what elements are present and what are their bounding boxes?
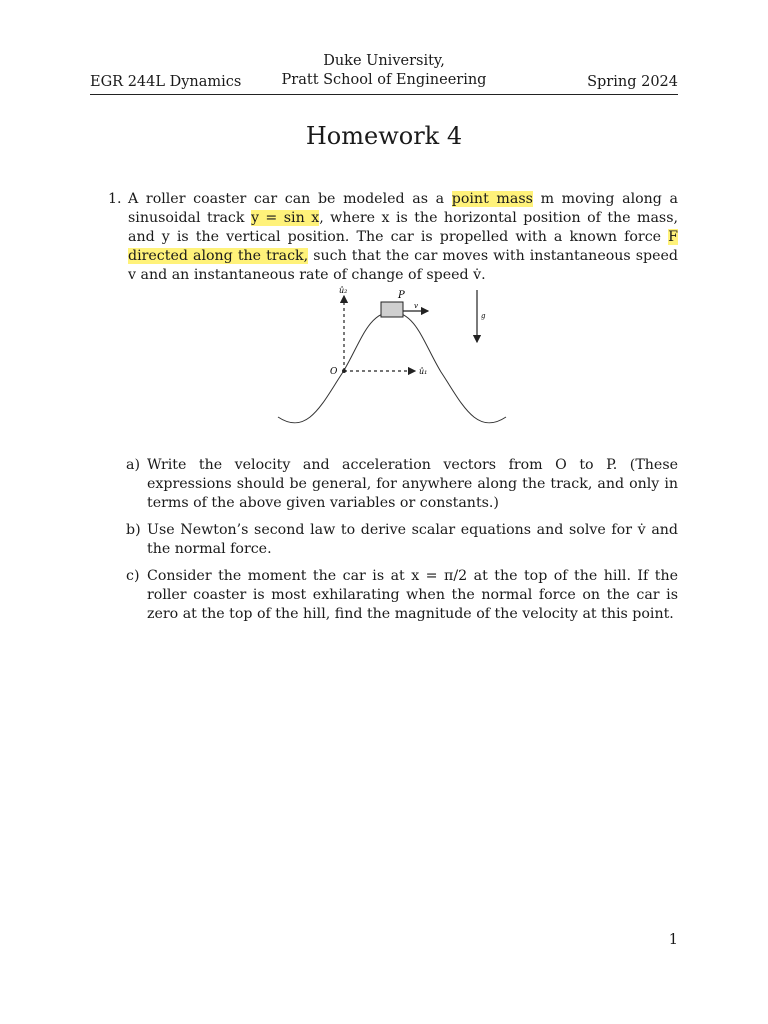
institution-line2: Pratt School of Engineering [281, 72, 487, 88]
institution-line1: Duke University, [323, 53, 445, 69]
highlight-force: F directed along the track, [128, 229, 678, 264]
roller-coaster-figure [268, 282, 514, 432]
part-text: Use Newton’s second law to derive scalar equations and solve for v̇ and the normal force. [147, 522, 678, 557]
figure-svg [268, 282, 514, 432]
label-P: P [398, 290, 405, 301]
part-b [126, 521, 678, 559]
part-text: Write the velocity and acceleration vectors from O to P. (These expressions should be general, for anywhere along the track, and only in terms of the above given variables or constants.) [147, 457, 678, 511]
car-box [381, 302, 403, 317]
sinusoidal-track [278, 312, 506, 423]
label-u2: û₂ [339, 286, 348, 295]
page-header [90, 54, 678, 95]
statement-text: such that the car moves with instantaneous speed v and an instantaneous rate of change of speed v̇. [128, 248, 678, 283]
part-c [126, 567, 678, 624]
part-a [126, 456, 678, 513]
statement-text: , where x is the horizontal position of the mass, and y is the vertical position. The car is propelled with a known force [128, 210, 678, 245]
label-g: g [481, 312, 486, 320]
label-O: O [330, 367, 338, 377]
problem-statement [128, 190, 678, 285]
part-label: c) [126, 568, 140, 584]
part-label: b) [126, 522, 141, 538]
course-name: EGR 244L Dynamics [90, 74, 242, 90]
page-number: 1 [668, 932, 678, 948]
origin-point [342, 369, 346, 373]
label-v: v [414, 302, 418, 310]
problem-number: 1. [108, 191, 122, 207]
problem-1 [108, 190, 678, 285]
term: Spring 2024 [587, 74, 678, 90]
part-label: a) [126, 457, 140, 473]
part-text: Consider the moment the car is at x = π/2 at the top of the hill. If the roller coaster is most exhilarating when the normal force on the car is zero at the top of the hill, find the magnitude of the velocity at this point. [147, 568, 678, 622]
problem-parts [126, 456, 678, 632]
label-u1: û₁ [419, 367, 428, 376]
statement-text: A roller coaster car can be modeled as a [128, 191, 452, 207]
highlight-track-equation: y = sin x [250, 210, 320, 226]
page-title: Homework 4 [305, 122, 463, 150]
highlight-point-mass: point mass [451, 191, 533, 207]
statement-text: m moving along a sinusoidal track [128, 191, 678, 226]
